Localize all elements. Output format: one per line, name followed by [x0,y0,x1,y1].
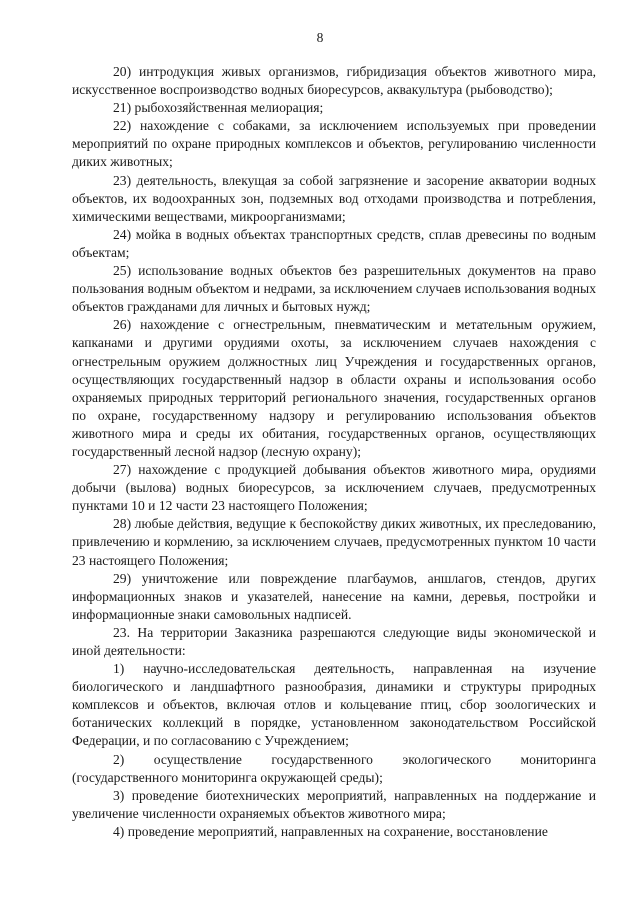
paragraph-item-26: 26) нахождение с огнестрельным, пневматическим и метательным оружием, капканами и другими орудиями охоты, за исключением случаев нахождения с огнестрельным оружием должностных лиц Учреждения и государственных органов, осуществляющих государственный надзор в области охраны и использования особо охраняемых природных территорий регионального значения, государственных органов по охране, государственному надзору и регулированию использования объектов животного мира и среды их обитания, государственных органов, осуществляющих государственный лесной надзор (лесную охрану); [72,317,596,459]
allowed-item-2: 2) осуществление государственного экологического мониторинга (государственного мониторинга окружающей среды); [72,751,596,785]
allowed-item-4: 4) проведение мероприятий, направленных на сохранение, восстановление [113,823,548,839]
document-body [72,63,596,841]
page-number: 8 [316,30,324,45]
paragraph-item-21: 21) рыбохозяйственная мелиорация; [113,100,324,116]
paragraph-item-24: 24) мойка в водных объектах транспортных средств, сплав древесины по водным объектам; [72,226,596,260]
allowed-item-1: 1) научно-исследовательская деятельность, направленная на изучение биологического и ландшафтного разнообразия, динамики и структуры природных комплексов и объектов, включая отлов и кольцевание птиц, сбор зоологических и ботанических коллекций в порядке, установленном законодательством Российской Федерации, и по согласованию с Учреждением; [72,661,596,749]
paragraph-item-29: 29) уничтожение или повреждение плагбаумов, аншлагов, стендов, других информационных знаков и указателей, нанесение на камни, деревья, постройки и информационные знаки самовольных надписей. [72,570,596,622]
paragraph-item-25: 25) использование водных объектов без разрешительных документов на право пользования водным объектом и недрами, за исключением случаев использования водных объектов гражданами для личных и бытовых нужд; [72,263,596,315]
paragraph-item-28: 28) любые действия, ведущие к беспокойству диких животных, их преследованию, привлечению и кормлению, за исключением случаев, предусмотренных пунктом 10 части 23 настоящего Положения; [72,516,596,568]
section-23-heading: 23. На территории Заказника разрешаются следующие виды экономической и иной деятельности: [72,624,596,658]
paragraph-item-20: 20) интродукция живых организмов, гибридизация объектов животного мира, искусственное воспроизводство водных биоресурсов, аквакультура (рыбоводство); [72,64,596,98]
paragraph-item-27: 27) нахождение с продукцией добывания объектов животного мира, орудиями добычи (вылова) водных биоресурсов, за исключением случаев, предусмотренных пунктами 10 и 12 части 23 настоящего Положения; [72,462,596,514]
allowed-item-3: 3) проведение биотехнических мероприятий, направленных на поддержание и увеличение численности охраняемых объектов животного мира; [72,787,596,821]
paragraph-item-23: 23) деятельность, влекущая за собой загрязнение и засорение акватории водных объектов, их водоохранных зон, подземных вод отходами производства и потребления, химическими веществами, микроорганизмами; [72,172,596,224]
paragraph-item-22: 22) нахождение с собаками, за исключением используемых при проведении мероприятий по охране природных комплексов и объектов, регулированию численности диких животных; [72,118,596,170]
